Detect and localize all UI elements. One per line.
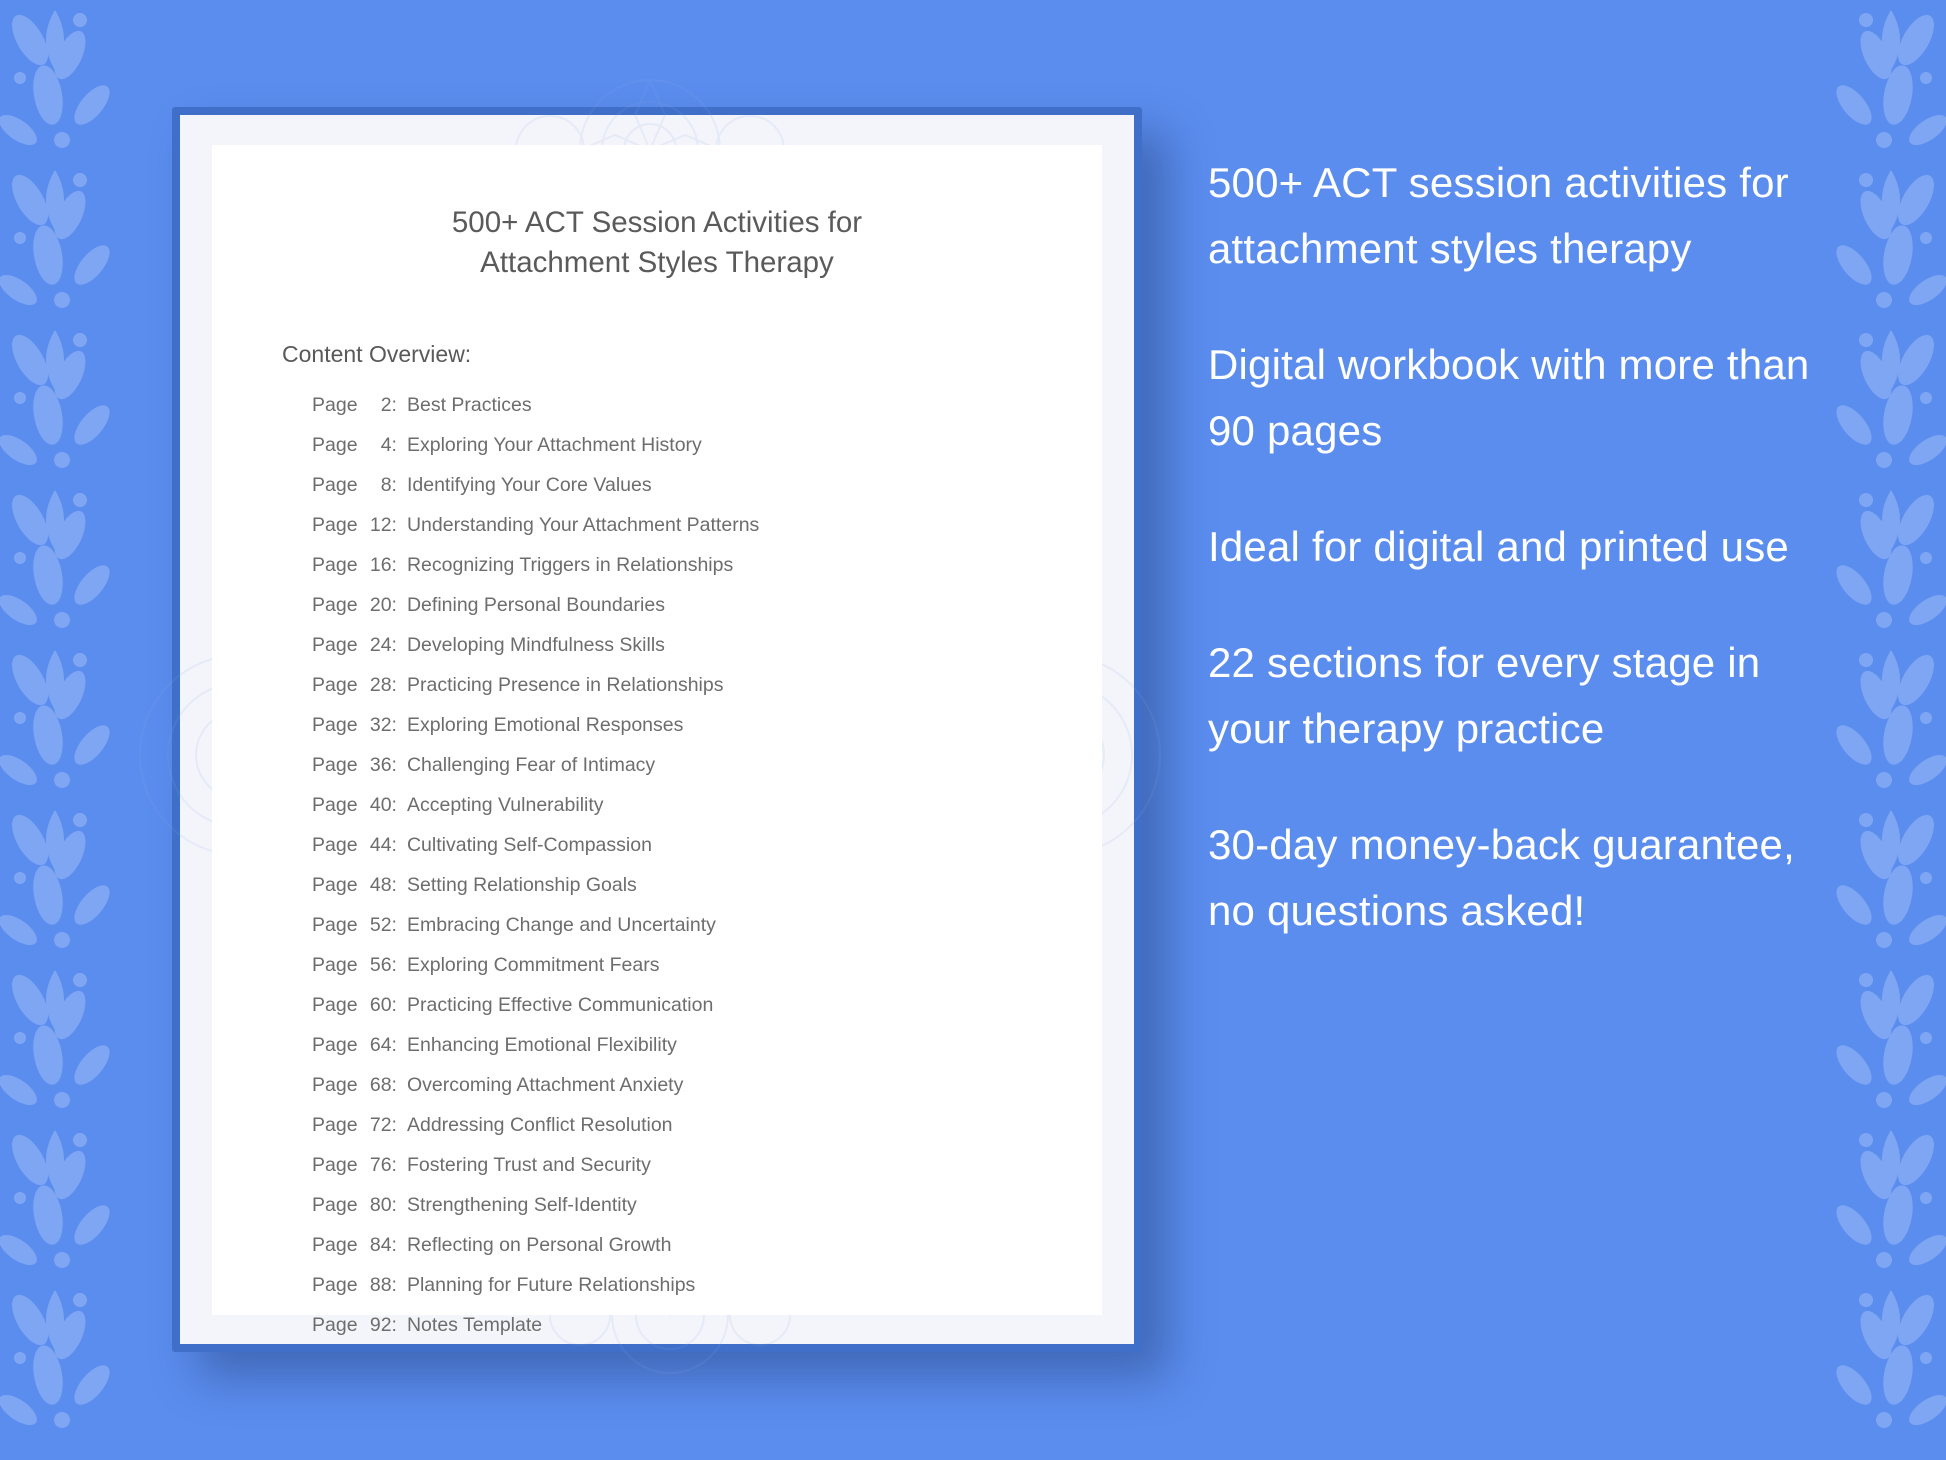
toc-page-label: Page [312,1154,358,1176]
toc-page-label: Page [312,994,358,1016]
toc-entry-title: Practicing Presence in Relationships [406,674,724,696]
toc-page-label: Page [312,554,358,576]
toc-entry-title: Reflecting on Personal Growth [406,1234,672,1256]
toc-entry [312,434,1102,474]
toc-separator: : [391,1314,397,1336]
toc-entry-title: Addressing Conflict Resolution [406,1114,673,1136]
toc-entry-title: Exploring Commitment Fears [406,954,660,976]
toc-page-label: Page [312,1274,358,1296]
toc-entry-title: Recognizing Triggers in Relationships [406,554,734,576]
toc-entry-title: Exploring Your Attachment History [406,434,702,456]
toc-separator: : [391,914,397,936]
toc-page-number: 36 [369,754,392,776]
toc-page-label: Page [312,434,358,456]
toc-page-number: 48 [369,874,392,896]
toc-page-number: 92 [369,1314,392,1336]
toc-entry-title: Understanding Your Attachment Patterns [406,514,760,536]
toc-entry [312,394,1102,434]
toc-page-number: 80 [369,1194,392,1216]
toc-separator: : [391,754,397,776]
toc-entry [312,714,1102,754]
toc-page-number: 12 [369,514,392,536]
toc-entry [312,954,1102,994]
toc-page-number: 24 [369,634,392,656]
toc-entry [312,474,1102,514]
toc-page-label: Page [312,1074,358,1096]
toc-entry [312,794,1102,834]
toc-entry-title: Setting Relationship Goals [406,874,637,896]
toc-page-number: 72 [369,1114,392,1136]
toc-page-number: 60 [369,994,392,1016]
toc-page-label: Page [312,594,358,616]
toc-page-number: 76 [369,1154,392,1176]
toc-page-label: Page [312,394,358,416]
toc-page-label: Page [312,914,358,936]
toc-entry [312,754,1102,794]
toc-page-number: 2 [380,394,392,416]
marketing-bullet: 30-day money-back guarantee, no questions asked! [1208,821,1795,934]
toc-page-number: 84 [369,1234,392,1256]
toc-entry [312,634,1102,674]
toc-separator: : [391,394,397,416]
toc-separator: : [391,794,397,816]
toc-entry [312,1234,1102,1274]
toc-entry-title: Strengthening Self-Identity [406,1194,637,1216]
toc-page-label: Page [312,714,358,736]
toc-page-number: 16 [369,554,392,576]
toc-entry-title: Embracing Change and Uncertainty [406,914,716,936]
toc-separator: : [391,594,397,616]
toc-entry-title: Defining Personal Boundaries [406,594,665,616]
toc-separator: : [391,1074,397,1096]
toc-entry-title: Developing Mindfulness Skills [406,634,665,656]
toc-page-label: Page [312,674,358,696]
toc-entry [312,994,1102,1034]
toc-page-number: 56 [369,954,392,976]
toc-page-label: Page [312,794,358,816]
toc-entry [312,1074,1102,1114]
marketing-bullet: 22 sections for every stage in your therapy practice [1208,639,1761,752]
toc-entry-title: Practicing Effective Communication [406,994,714,1016]
page-title [272,203,1042,283]
toc-separator: : [391,1194,397,1216]
toc-entry [312,514,1102,554]
toc-entry [312,1154,1102,1194]
toc-page-label: Page [312,874,358,896]
toc-entry-title: Exploring Emotional Responses [406,714,684,736]
toc-page-number: 28 [369,674,392,696]
floral-border-right [1826,0,1946,1460]
toc-page-label: Page [312,1234,358,1256]
toc-page-number: 88 [369,1274,392,1296]
toc-separator: : [391,554,397,576]
page-title-line2: Attachment Styles Therapy [480,246,834,279]
content-overview-heading: Content Overview: [282,341,472,367]
toc-separator: : [391,954,397,976]
toc-entry [312,834,1102,874]
toc-page-label: Page [312,1314,358,1336]
toc-page-label: Page [312,514,358,536]
marketing-bullet: 500+ ACT session activities for attachment styles therapy [1208,159,1789,272]
toc-page-label: Page [312,954,358,976]
toc-separator: : [391,434,397,456]
toc-entry-title: Fostering Trust and Security [406,1154,651,1176]
toc-entry [312,674,1102,714]
toc-entry [312,554,1102,594]
toc-separator: : [391,1114,397,1136]
book-content-area [212,145,1102,1336]
toc-separator: : [391,1274,397,1296]
toc-page-label: Page [312,1034,358,1056]
toc-entry-title: Challenging Fear of Intimacy [406,754,656,776]
workbook-mockup [172,107,1142,1352]
toc-page-label: Page [312,1194,358,1216]
toc-entry [312,1194,1102,1234]
toc-separator: : [391,1234,397,1256]
toc-separator: : [391,714,397,736]
toc-separator: : [391,1034,397,1056]
toc-page-label: Page [312,834,358,856]
book-page [180,115,1134,1344]
toc-entry-title: Cultivating Self-Compassion [406,834,652,856]
toc-separator: : [391,994,397,1016]
toc-page-number: 4 [380,434,392,456]
toc-separator: : [391,514,397,536]
toc-page-number: 32 [369,714,392,736]
toc-entry-title: Accepting Vulnerability [406,794,604,816]
toc-entry-title: Best Practices [406,394,532,416]
toc-separator: : [391,834,397,856]
toc-page-number: 20 [369,594,392,616]
toc-entry-title: Notes Template [406,1314,543,1336]
toc-page-number: 64 [369,1034,392,1056]
toc-entry-title: Overcoming Attachment Anxiety [406,1074,684,1096]
toc-page-number: 68 [369,1074,392,1096]
toc-entry-title: Enhancing Emotional Flexibility [406,1034,677,1056]
toc-page-label: Page [312,754,358,776]
toc-entry [312,914,1102,954]
toc-entry [312,1274,1102,1314]
marketing-bullet-list [1208,150,1818,944]
table-of-contents [312,394,1102,1354]
toc-separator: : [391,674,397,696]
toc-separator: : [391,474,397,496]
toc-separator: : [391,634,397,656]
toc-page-label: Page [312,634,358,656]
toc-entry [312,594,1102,634]
toc-entry-title: Planning for Future Relationships [406,1274,696,1296]
toc-entry [312,1314,1102,1354]
toc-separator: : [391,874,397,896]
toc-page-number: 52 [369,914,392,936]
toc-page-number: 8 [380,474,392,496]
toc-page-number: 44 [369,834,392,856]
toc-page-number: 40 [369,794,392,816]
page-title-line1: 500+ ACT Session Activities for [451,206,863,239]
toc-page-label: Page [312,1114,358,1136]
marketing-bullet: Digital workbook with more than 90 pages [1208,341,1810,454]
toc-entry-title: Identifying Your Core Values [406,474,652,496]
toc-entry [312,1034,1102,1074]
toc-entry [312,874,1102,914]
toc-entry [312,1114,1102,1154]
floral-border-left [0,0,120,1460]
toc-separator: : [391,1154,397,1176]
toc-page-label: Page [312,474,358,496]
marketing-bullet: Ideal for digital and printed use [1208,523,1789,570]
